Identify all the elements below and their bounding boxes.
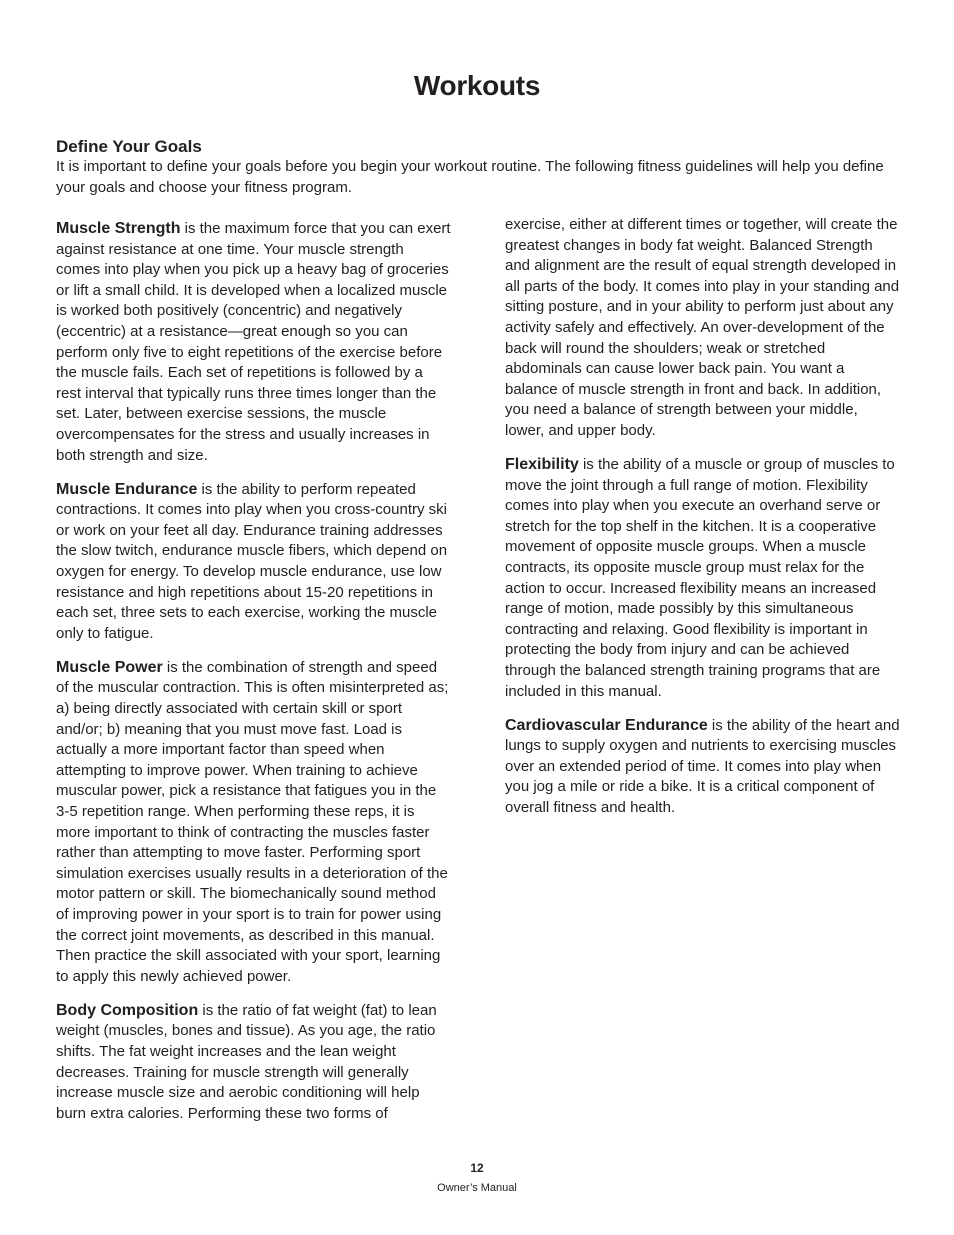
body-composition-text: is the ratio of fat weight (fat) to lean weight (muscles, bones and tissue). As you age, the ratio shifts. The fat weight increases and the lean weight decreases. Training for muscle strength will generally increase muscle size and aerobic conditioning will help burn extra calories. Performing these two forms of bbox=[56, 1001, 437, 1122]
left-column bbox=[56, 219, 451, 1138]
muscle-endurance-paragraph bbox=[56, 480, 451, 645]
cardiovascular-endurance-paragraph bbox=[505, 716, 901, 819]
muscle-endurance-text: is the ability to perform repeated contractions. It comes into play when you cross-country ski or work on your feet all day. Endurance training addresses the slow twitch, endurance muscle fibers, which depend on oxygen for energy. To develop muscle endurance, use low resistance and high repetitions about 15-20 repetitions in each set, three sets to each exercise, working the muscle only to fatigue. bbox=[56, 480, 448, 642]
muscle-strength-text: is the maximum force that you can exert against resistance at one time. Your muscle strength comes into play when you pick up a heavy bag of groceries or lift a small child. It is developed when a localized muscle is worked both positively (concentric) and negatively (eccentric) at a resistance—great enough so you can perform only five to eight repetitions of the exercise before the muscle fails. Each set of repetitions is followed by a rest interval that typically runs three times longer than the set. Later, between exercise sessions, the muscle overcompensates for the stress and usually increases in both strength and size. bbox=[56, 220, 451, 464]
define-goals-heading: Define Your Goals bbox=[56, 137, 202, 156]
cardiovascular-endurance-term: Cardiovascular Endurance bbox=[505, 716, 708, 734]
body-composition-paragraph bbox=[56, 1001, 451, 1125]
muscle-power-paragraph bbox=[56, 658, 451, 988]
body-composition-continued: exercise, either at different times or together, will create the greatest changes in body fat weight. Balanced Strength and alignment are the result of equal strength developed in all parts of the body. It comes into play in your standing and sitting posture, and in your ability to perform just about any activity safely and effectively. An over-development of the back will round the shoulders; weak or stretched abdominals can cause lower back pain. You want a balance of muscle strength in front and back. In addition, you need a balance of strength between your middle, lower, and upper body. bbox=[505, 216, 900, 439]
page-number: 12 bbox=[470, 1161, 484, 1175]
cardiovascular-endurance-text: is the ability of the heart and lungs to supply oxygen and nutrients to exercising muscles over an extended period of time. It comes into play when you jog a mile or ride a bike. It is a critical component of overall fitness and health. bbox=[505, 716, 900, 817]
define-goals-intro: It is important to define your goals before you begin your workout routine. The following fitness guidelines will help you define your goals and choose your fitness program. bbox=[56, 158, 884, 196]
muscle-power-term: Muscle Power bbox=[56, 658, 163, 676]
flexibility-text: is the ability of a muscle or group of muscles to move the joint through a full range of motion. Flexibility comes into play when you execute an overhand serve or stretch for the top shelf in the kitchen. It is a cooperative movement of opposite muscle groups. When a muscle contracts, its opposite muscle group must relax for the action to occur. Increased flexibility means an increased range of motion, made possibly by this simultaneous contracting and relaxing. Good flexibility is important in protecting the body from injury and can be achieved through the balanced strength training programs that are included in this manual. bbox=[505, 456, 895, 700]
right-column bbox=[505, 215, 901, 832]
page-title: Workouts bbox=[413, 70, 541, 101]
define-goals-section bbox=[56, 137, 902, 198]
muscle-endurance-term: Muscle Endurance bbox=[56, 480, 198, 498]
muscle-power-text: is the combination of strength and speed of the muscular contraction. This is often misinterpreted as; a) being directly associated with certain skill or sport and/or; b) meaning that you must move fast. Load is actually a more important factor than speed when attempting to improve power. When training to achieve muscular power, pick a resistance that fatigues you in the 3-5 repetition range. When performing these reps, it is more important to think of contracting the muscles faster rather than attempting to move faster. Performing sport simulation exercises usually results in a deterioration of the motor pattern or skill. The biomechanically sound method of improving power in your sport is to train for power using the correct joint movements, as described in this manual. Then practice the skill associated with your sport, learning to apply this newly achieved power. bbox=[56, 658, 449, 985]
muscle-strength-term: Muscle Strength bbox=[56, 220, 181, 237]
body-composition-term: Body Composition bbox=[56, 1001, 199, 1019]
flexibility-term: Flexibility bbox=[505, 456, 579, 474]
flexibility-paragraph bbox=[505, 455, 901, 702]
footer-label: Owner’s Manual bbox=[437, 1182, 517, 1194]
muscle-strength-paragraph bbox=[56, 219, 451, 466]
